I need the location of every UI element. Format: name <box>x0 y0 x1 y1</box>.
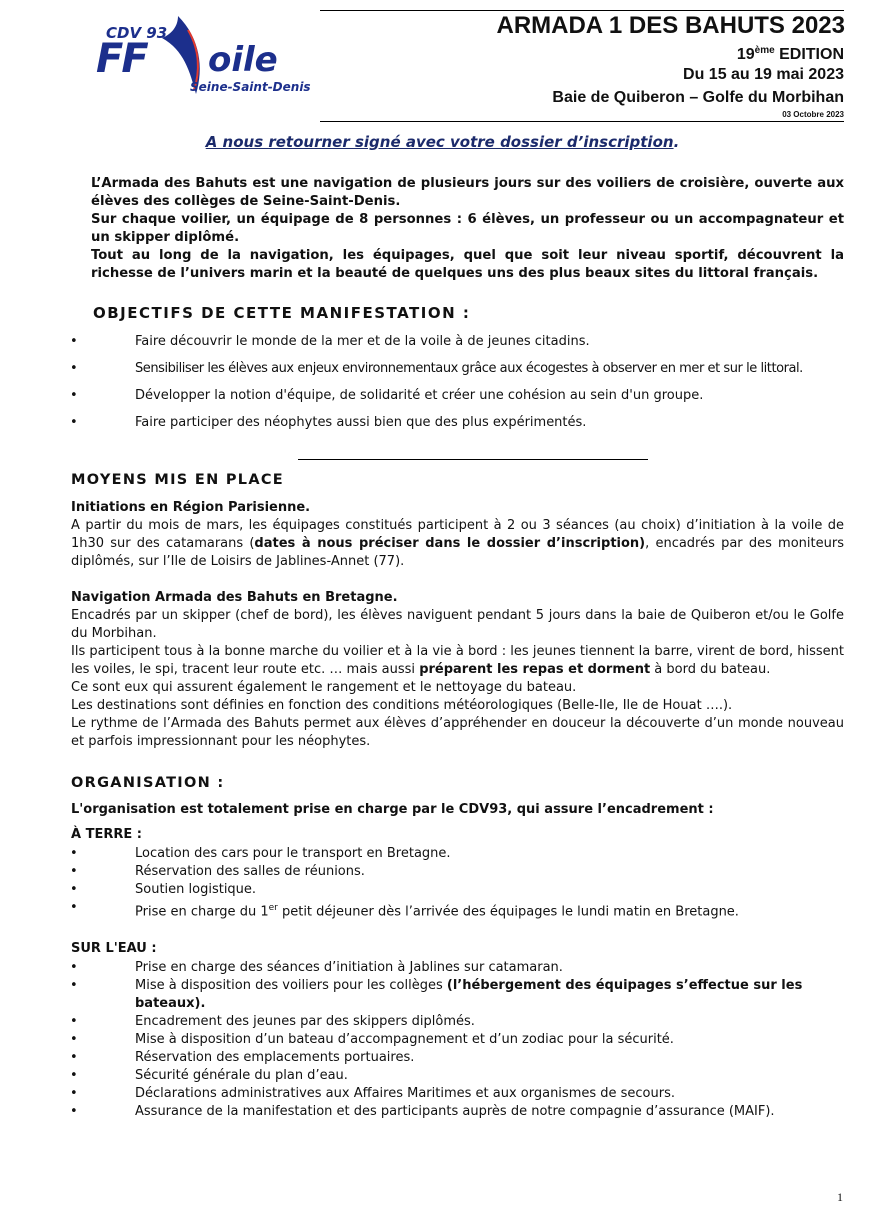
list-item: • Location des cars pour le transport en Bretagne. <box>70 845 844 863</box>
event-dates: Du 15 au 19 mai 2023 <box>683 66 844 83</box>
navigation-text: Encadrés par un skipper (chef de bord), les élèves naviguent pendant 5 jours dans la baie de Quiberon et/ou le Golfe du Morbihan. <box>71 608 844 641</box>
list-item: • Encadrement des jeunes par des skippers diplômés. <box>70 1013 844 1031</box>
navigation-text: Ce sont eux qui assurent également le rangement et le nettoyage du bateau. <box>71 680 577 695</box>
intro-line: Sur chaque voilier, un équipage de 8 personnes : 6 élèves, un professeur ou un accompagnateur et un skipper diplômé. <box>91 212 844 245</box>
list-item: • Déclarations administratives aux Affaires Maritimes et aux organismes de secours. <box>70 1085 844 1103</box>
means-heading: MOYENS MIS EN PLACE <box>71 472 285 488</box>
edition-word: EDITION <box>774 46 844 63</box>
objectives-list <box>70 333 844 441</box>
list-item: • Réservation des salles de réunions. <box>70 863 844 881</box>
navigation-text: Ils participent tous à la bonne marche du voilier et à la vie à bord : les jeunes tiennent la barre, virent de bord, hissent les voiles, le spi, tracent leur route etc. … mais aussi préparent les repas et dorment à bord du bateau. <box>71 644 844 677</box>
organisation-heading: ORGANISATION : <box>71 775 225 791</box>
intro-paragraph <box>91 175 844 283</box>
initiations-title: Initiations en Région Parisienne. <box>71 500 311 515</box>
navigation-title: Navigation Armada des Bahuts en Bretagne. <box>71 590 398 605</box>
list-item: • Soutien logistique. <box>70 881 844 899</box>
page-number: 1 <box>837 1190 843 1204</box>
list-item: • Mise à disposition des voiliers pour les collèges (l’hébergement des équipages s’effectue sur les bateaux). <box>70 977 844 1013</box>
initiations-section <box>71 499 844 571</box>
list-item: • Développer la notion d'équipe, de solidarité et créer une cohésion au sein d'un groupe. <box>70 387 844 414</box>
header-rule-bottom <box>320 121 844 122</box>
list-item: • Prise en charge des séances d’initiation à Jablines sur catamaran. <box>70 959 844 977</box>
return-instruction-text: A nous retourner signé avec votre dossier d’inscription <box>205 133 674 151</box>
logo-ff-text: FF <box>96 36 147 82</box>
list-item: • Réservation des emplacements portuaires. <box>70 1049 844 1067</box>
logo-subtitle: Seine-Saint-Denis <box>190 80 311 94</box>
event-place: Baie de Quiberon – Golfe du Morbihan <box>552 89 844 106</box>
list-item: • Faire découvrir le monde de la mer et de la voile à de jeunes citadins. <box>70 333 844 360</box>
initiations-text: A partir du mois de mars, les équipages constitués participent à 2 ou 3 séances (au choix) d’initiation à la voile de 1h30 sur des catamarans (dates à nous préciser dans le dossier d’inscription), encadrés par des moniteurs diplômés, sur l’Ile de Loisirs de Jablines-Annet (77). <box>71 518 844 569</box>
on-water-list <box>70 959 844 1121</box>
navigation-text: Le rythme de l’Armada des Bahuts permet aux élèves d’appréhender en douceur la découverte d’un monde nouveau et parfois impressionnant pour les néophytes. <box>71 716 844 749</box>
edition-number: 19 <box>736 46 755 63</box>
edition-suffix: ème <box>754 45 775 56</box>
navigation-text: Les destinations sont définies en fonction des conditions météorologiques (Belle-Ile, Ile de Houat ….). <box>71 698 733 713</box>
logo-cdv-text: CDV 93 <box>106 24 168 42</box>
list-item: • Mise à disposition d’un bateau d’accompagnement et d’un zodiac pour la sécurité. <box>70 1031 844 1049</box>
on-land-heading: À TERRE : <box>71 827 142 842</box>
intro-line: L’Armada des Bahuts est une navigation de plusieurs jours sur des voiliers de croisière, ouverte aux élèves des collèges de Seine-Saint-Denis. <box>91 176 844 209</box>
document-title: ARMADA 1 DES BAHUTS 2023 <box>496 12 845 39</box>
section-divider <box>298 459 648 460</box>
list-item: • Prise en charge du 1er petit déjeuner dès l’arrivée des équipages le lundi matin en Bretagne. <box>70 899 844 921</box>
return-instruction <box>0 133 885 151</box>
on-land-list <box>70 845 844 921</box>
list-item: • Assurance de la manifestation et des participants auprès de notre compagnie d’assurance (MAIF). <box>70 1103 844 1121</box>
logo-voile-text: oile <box>208 40 278 80</box>
intro-line: Tout au long de la navigation, les équipages, quel que soit leur niveau sportif, découvrent la richesse de l’univers marin et la beauté de quelques uns des plus beaux sites du littoral français. <box>91 248 844 281</box>
list-item: • Sensibiliser les élèves aux enjeux environnementaux grâce aux écogestes à observer en mer et sur le littoral. <box>70 360 844 387</box>
list-item: • Sécurité générale du plan d’eau. <box>70 1067 844 1085</box>
ffvoile-logo <box>92 10 312 100</box>
objectives-heading: OBJECTIFS DE CETTE MANIFESTATION : <box>93 304 471 322</box>
header-rule-top <box>320 10 844 11</box>
return-instruction-dot: . <box>673 133 680 151</box>
list-item: • Faire participer des néophytes aussi bien que des plus expérimentés. <box>70 414 844 441</box>
document-date: 03 Octobre 2023 <box>782 110 844 119</box>
edition-line <box>737 45 844 64</box>
organisation-lead: L'organisation est totalement prise en charge par le CDV93, qui assure l’encadrement : <box>71 802 714 817</box>
navigation-section <box>71 589 844 751</box>
on-water-heading: SUR L'EAU : <box>71 941 157 956</box>
